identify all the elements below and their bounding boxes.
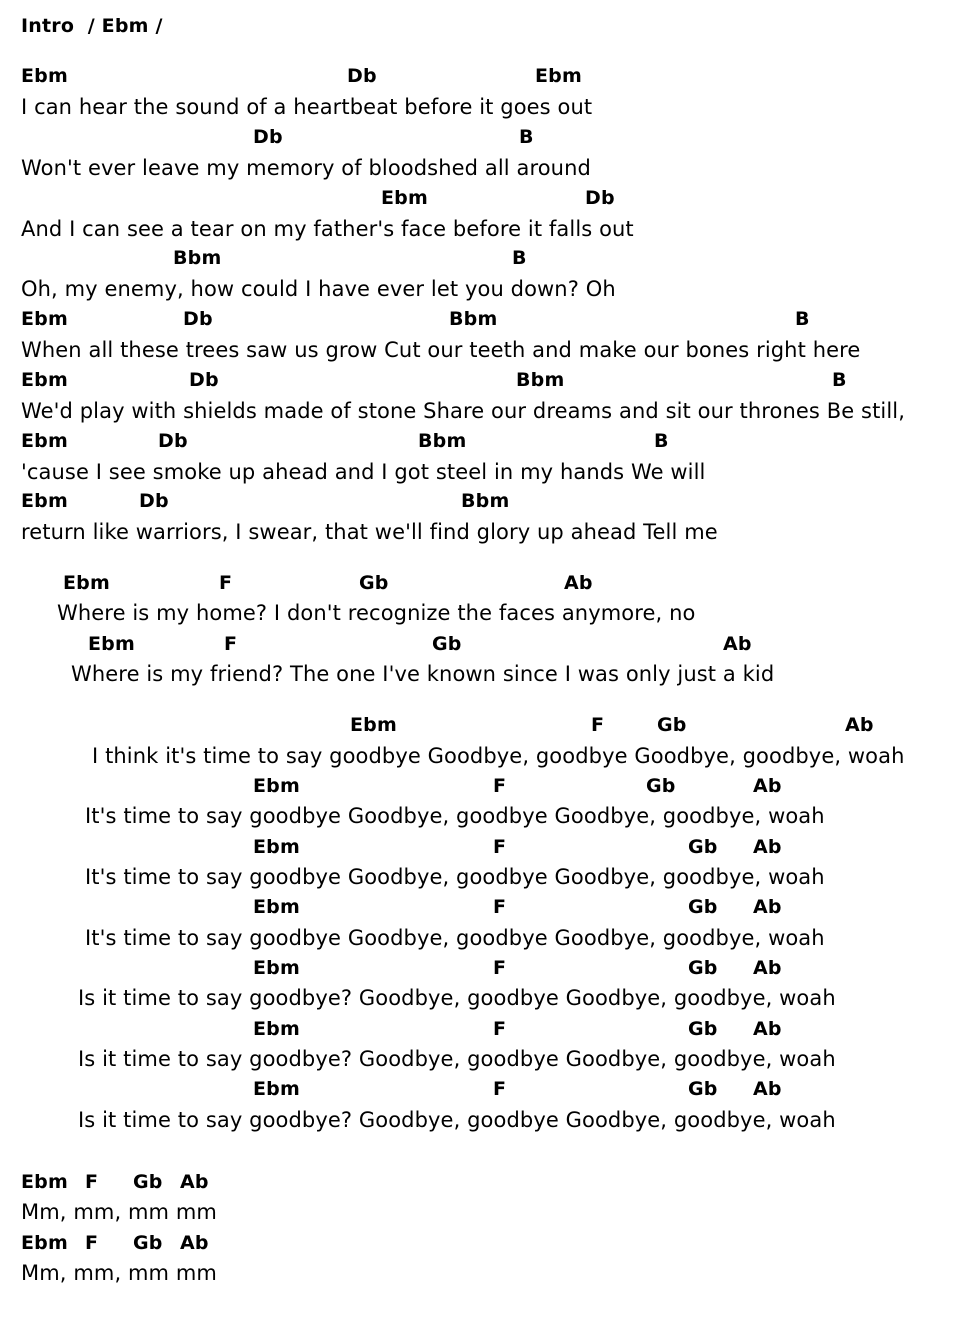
chord-line	[0, 1231, 963, 1261]
chord: Ab	[753, 1018, 782, 1040]
lyric-text: Is it time to say goodbye? Goodbye, goodbye Goodbye, goodbye, woah	[78, 986, 836, 1010]
chord: Bbm	[449, 308, 498, 330]
chord: Gb	[688, 1078, 718, 1100]
chord: Ab	[564, 572, 593, 594]
lyric-text: I think it's time to say goodbye Goodbye, goodbye Goodbye, goodbye, woah	[92, 744, 905, 768]
chord: Gb	[133, 1171, 163, 1193]
chord-line	[0, 571, 963, 601]
chord-line	[0, 429, 963, 459]
lyric-line	[0, 1259, 963, 1289]
chord: Ebm	[535, 65, 582, 87]
chord: Gb	[688, 1018, 718, 1040]
chord: Ab	[845, 714, 874, 736]
lyric-line	[0, 1106, 963, 1136]
chord: Ebm	[253, 836, 300, 858]
chord: F	[85, 1232, 99, 1254]
chord: Ebm	[21, 65, 68, 87]
chord: Ebm	[253, 896, 300, 918]
chord: Ebm	[253, 1018, 300, 1040]
chord-line	[0, 246, 963, 276]
chord: Ab	[180, 1171, 209, 1193]
lyric-text: Where is my friend? The one I've known since I was only just a kid	[71, 662, 775, 686]
chord: Db	[585, 187, 615, 209]
lyric-text: It's time to say goodbye Goodbye, goodbye Goodbye, goodbye, woah	[85, 926, 825, 950]
lyric-text: It's time to say goodbye Goodbye, goodbye Goodbye, goodbye, woah	[85, 865, 825, 889]
chord: Gb	[133, 1232, 163, 1254]
chord-line	[0, 186, 963, 216]
lyric-line	[0, 984, 963, 1014]
lyric-line	[0, 599, 963, 629]
chord-line	[0, 713, 963, 743]
chord: B	[832, 369, 847, 391]
lyric-line	[0, 275, 963, 305]
chord: B	[519, 126, 534, 148]
chord: B	[512, 247, 527, 269]
chord-line	[0, 632, 963, 662]
lyric-line	[0, 802, 963, 832]
chord: Ebm	[253, 775, 300, 797]
chord: Db	[253, 126, 283, 148]
chord-line	[0, 64, 963, 94]
chord-line	[0, 1170, 963, 1200]
chord-line	[0, 1077, 963, 1107]
chord: Ebm	[21, 430, 68, 452]
chord-line	[0, 774, 963, 804]
intro-label: Intro / Ebm /	[21, 15, 163, 37]
chord: Ebm	[253, 957, 300, 979]
chord: Bbm	[461, 490, 510, 512]
lyric-text: We'd play with shields made of stone Share our dreams and sit our thrones Be still,	[21, 399, 905, 423]
chord-line	[0, 895, 963, 925]
chord: Bbm	[173, 247, 222, 269]
chord: Gb	[432, 633, 462, 655]
chord: Ab	[180, 1232, 209, 1254]
lyric-line	[0, 154, 963, 184]
chord: Gb	[688, 896, 718, 918]
chord: F	[493, 1018, 507, 1040]
chord: Ebm	[21, 1232, 68, 1254]
chord: B	[654, 430, 669, 452]
chord: Ebm	[21, 1171, 68, 1193]
chord-line	[0, 956, 963, 986]
chord: Ab	[753, 896, 782, 918]
chord: F	[493, 775, 507, 797]
chord: F	[493, 1078, 507, 1100]
lyric-text: Is it time to say goodbye? Goodbye, goodbye Goodbye, goodbye, woah	[78, 1108, 836, 1132]
chord: Ebm	[21, 490, 68, 512]
lyric-text: Mm, mm, mm mm	[21, 1261, 217, 1285]
chord: Ebm	[381, 187, 428, 209]
lyric-text: Where is my home? I don't recognize the faces anymore, no	[57, 601, 696, 625]
chord: Ebm	[63, 572, 110, 594]
lyric-line	[0, 1045, 963, 1075]
chord: Ab	[753, 775, 782, 797]
chord-line	[0, 125, 963, 155]
chord: Ebm	[253, 1078, 300, 1100]
chord: F	[85, 1171, 99, 1193]
chord: Gb	[688, 836, 718, 858]
chord: Gb	[359, 572, 389, 594]
chord-line	[0, 835, 963, 865]
lyric-line	[0, 924, 963, 954]
chord: F	[493, 896, 507, 918]
chord: Bbm	[516, 369, 565, 391]
lyric-text: And I can see a tear on my father's face before it falls out	[21, 217, 634, 241]
lyric-line	[0, 458, 963, 488]
chord: Gb	[657, 714, 687, 736]
chord: F	[591, 714, 605, 736]
lyric-line	[0, 1198, 963, 1228]
lyric-text: return like warriors, I swear, that we'll find glory up ahead Tell me	[21, 520, 718, 544]
chord: Ebm	[350, 714, 397, 736]
lyric-line	[0, 742, 963, 772]
lyric-line	[0, 215, 963, 245]
lyric-text: It's time to say goodbye Goodbye, goodbye Goodbye, goodbye, woah	[85, 804, 825, 828]
lyric-text: Mm, mm, mm mm	[21, 1200, 217, 1224]
chord-line	[0, 489, 963, 519]
chord: Ab	[723, 633, 752, 655]
chord: Db	[139, 490, 169, 512]
chord: Ab	[753, 957, 782, 979]
chord: Gb	[688, 957, 718, 979]
chord: Ebm	[21, 308, 68, 330]
chord: Db	[347, 65, 377, 87]
chord: F	[493, 957, 507, 979]
chord: B	[795, 308, 810, 330]
chord: F	[493, 836, 507, 858]
lyric-text: Is it time to say goodbye? Goodbye, goodbye Goodbye, goodbye, woah	[78, 1047, 836, 1071]
chord: Db	[158, 430, 188, 452]
chord-line	[0, 1017, 963, 1047]
lyric-text: Oh, my enemy, how could I have ever let you down? Oh	[21, 277, 616, 301]
lyric-line	[0, 660, 963, 690]
lyric-text: Won't ever leave my memory of bloodshed all around	[21, 156, 591, 180]
intro-line	[0, 14, 963, 44]
chord: Db	[183, 308, 213, 330]
chord: Ab	[753, 836, 782, 858]
lyric-text: 'cause I see smoke up ahead and I got steel in my hands We will	[21, 460, 706, 484]
lyric-text: When all these trees saw us grow Cut our teeth and make our bones right here	[21, 338, 861, 362]
chord: Gb	[646, 775, 676, 797]
lyric-line	[0, 336, 963, 366]
lyric-text: I can hear the sound of a heartbeat before it goes out	[21, 95, 593, 119]
chord-line	[0, 307, 963, 337]
lyric-line	[0, 863, 963, 893]
chord: F	[224, 633, 238, 655]
chord: F	[219, 572, 233, 594]
chord: Ebm	[21, 369, 68, 391]
chord: Db	[189, 369, 219, 391]
chord: Bbm	[418, 430, 467, 452]
chord-line	[0, 368, 963, 398]
lyric-line	[0, 518, 963, 548]
chord: Ebm	[88, 633, 135, 655]
lyric-line	[0, 397, 963, 427]
lyric-line	[0, 93, 963, 123]
chord: Ab	[753, 1078, 782, 1100]
